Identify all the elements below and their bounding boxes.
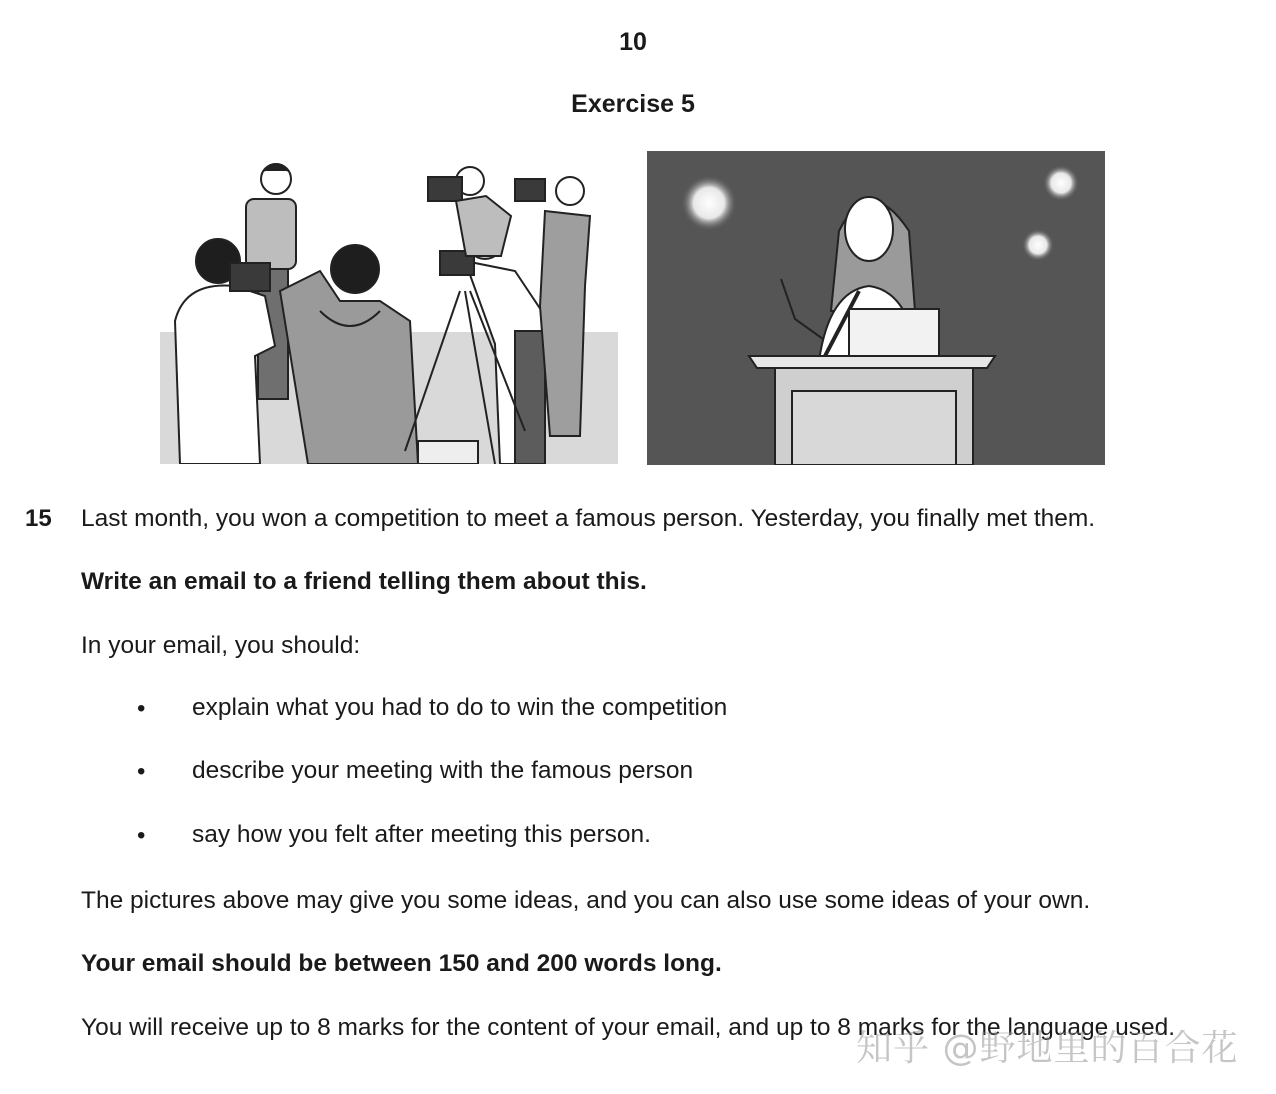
should-intro: In your email, you should: bbox=[81, 632, 361, 659]
exercise-title: Exercise 5 bbox=[571, 90, 695, 118]
photographers-illustration bbox=[160, 151, 618, 464]
speaker-at-podium-illustration bbox=[647, 151, 1105, 465]
bullet-point: • bbox=[137, 758, 146, 785]
question-number: 15 bbox=[25, 505, 52, 532]
stage-light bbox=[1043, 165, 1079, 201]
task-instruction: Write an email to a friend telling them about this. bbox=[81, 568, 647, 595]
bullet-item: say how you felt after meeting this person. bbox=[192, 821, 651, 848]
bullet-item: describe your meeting with the famous person bbox=[192, 757, 694, 784]
stage-light bbox=[1022, 229, 1054, 261]
marks-note: You will receive up to 8 marks for the content of your email, and up to 8 marks for the language used. bbox=[81, 1014, 1176, 1041]
photographer-back-left bbox=[428, 167, 511, 256]
stage-light bbox=[681, 175, 737, 231]
camera-case bbox=[418, 441, 478, 464]
question-intro: Last month, you won a competition to meet a famous person. Yesterday, you finally met them. bbox=[81, 505, 1096, 532]
bullet-point: • bbox=[137, 822, 146, 849]
length-requirement: Your email should be between 150 and 200 words long. bbox=[81, 950, 722, 977]
ideas-note: The pictures above may give you some ideas, and you can also use some ideas of your own. bbox=[81, 887, 1091, 914]
bullet-item: explain what you had to do to win the competition bbox=[192, 694, 728, 721]
page-number: 10 bbox=[619, 28, 647, 56]
bullet-point: • bbox=[137, 695, 146, 722]
watermark: 知乎 @野地里的百合花 bbox=[856, 1028, 1239, 1069]
